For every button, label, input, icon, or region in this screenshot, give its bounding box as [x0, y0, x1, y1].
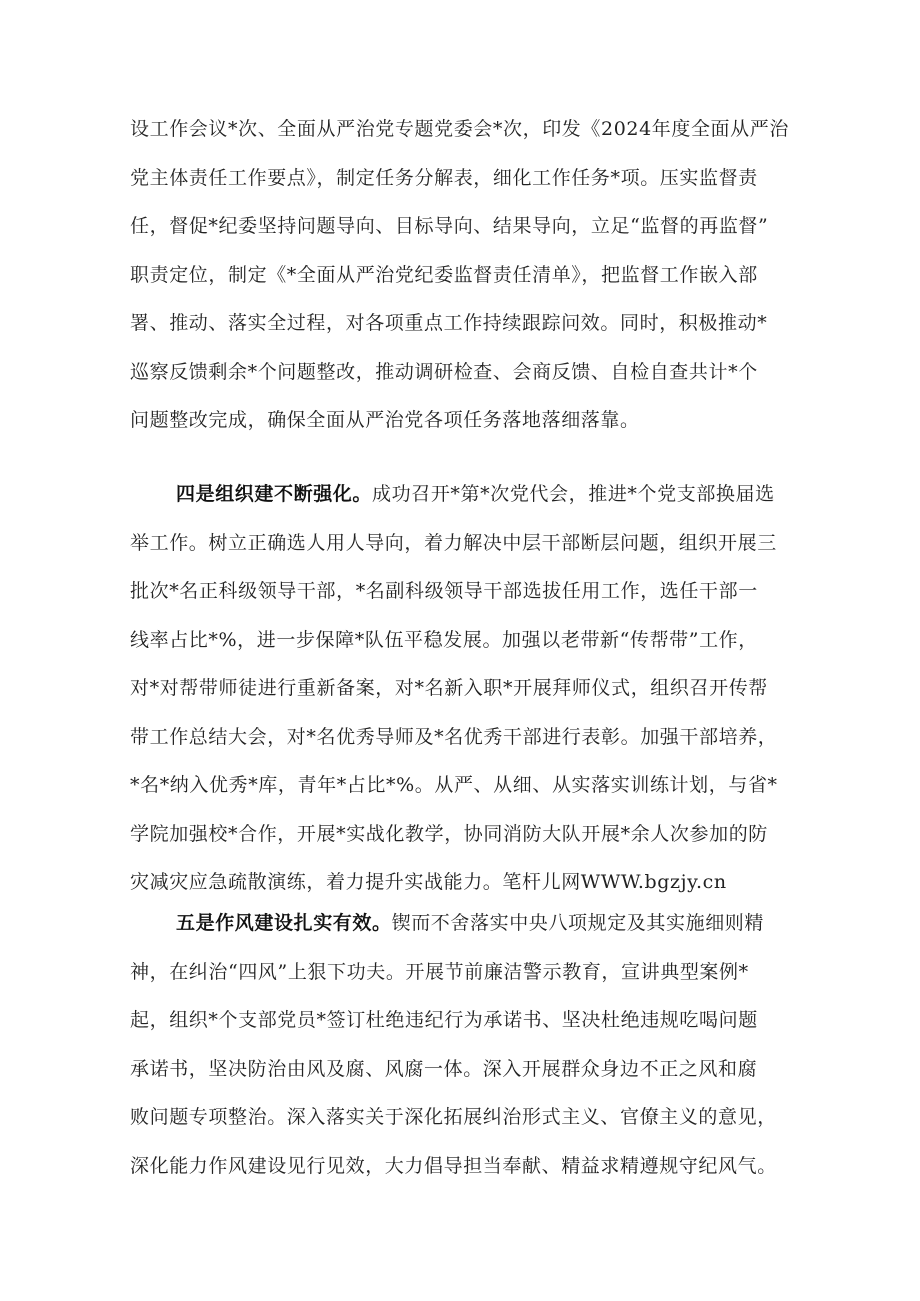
paragraph-line: 灾减灾应急疏散演练，着力提升实战能力。笔杆儿网WWW.bgzjy.cn — [130, 871, 727, 893]
paragraph-line: 深化能力作风建设见行见效，大力倡导担当奉献、精益求精遵规守纪风气。 — [130, 1154, 777, 1177]
paragraph-line: 党主体责任工作要点》，制定任务分解表，细化工作任务*项。压实监督责 — [130, 166, 758, 189]
paragraph-line: *名*纳入优秀*库，青年*占比*%。从严、从细、从实落实训练计划，与省* — [130, 774, 778, 796]
paragraph-line: 问题整改完成，确保全面从严治党各项任务落地落细落靠。 — [130, 409, 640, 431]
paragraph-line: 起，组织*个支部党员*签订杜绝违纪行为承诺书、坚决杜绝违规吃喝问题 — [130, 1009, 758, 1031]
paragraph-heading: 五是作风建设扎实有效。 — [176, 912, 392, 934]
paragraph-heading: 四是组织建不断强化。 — [176, 483, 373, 505]
paragraph-line: 线率占比*%，进一步保障*队伍平稳发展。加强以老带新“传帮带”工作， — [130, 628, 758, 651]
paragraph-work-style — [130, 899, 802, 1190]
paragraph-line: 巡察反馈剩余*个问题整改，推动调研检查、会商反馈、自检自查共计*个 — [130, 360, 758, 383]
paragraph-line: 举工作。树立正确选人用人导向，着力解决中层干部断层问题，组织开展三 — [130, 531, 777, 554]
paragraph-party-responsibility — [130, 105, 802, 445]
paragraph-line: 败问题专项整治。深入落实关于深化拓展纠治形式主义、官僚主义的意见， — [130, 1106, 777, 1128]
paragraph-line: 署、推动、落实全过程，对各项重点工作持续跟踪问效。同时，积极推动* — [130, 312, 768, 334]
paragraph-first-line — [130, 899, 802, 948]
paragraph-line: 设工作会议*次、全面从严治党专题党委会*次，印发《2024年度全面从严治 — [130, 118, 789, 140]
paragraph-line-text: 成功召开*第*次党代会，推进*个党支部换届选 — [372, 483, 775, 505]
paragraph-line: 任，督促*纪委坚持问题导向、目标导向、结果导向，立足“监督的再监督” — [130, 215, 769, 237]
paragraph-line: 职责定位，制定《*全面从严治党纪委监督责任清单》，把监督工作嵌入部 — [130, 263, 758, 286]
paragraph-first-line — [130, 470, 802, 519]
paragraph-line: 对*对帮带师徒进行重新备案，对*名新入职*开展拜师仪式，组织召开传帮 — [130, 677, 768, 699]
paragraph-line: 带工作总结大会，对*名优秀导师及*名优秀干部进行表彰。加强干部培养， — [130, 725, 778, 748]
paragraph-line: 神，在纠治“四风”上狠下功夫。开展节前廉洁警示教育，宣讲典型案例* — [130, 960, 749, 983]
paragraph-line: 学院加强校*合作，开展*实战化教学，协同消防大队开展*余人次参加的防 — [130, 822, 768, 845]
paragraph-line: 批次*名正科级领导干部，*名副科级领导干部选拔任用工作，选任干部一 — [130, 580, 758, 602]
paragraph-line: 承诺书，坚决防治由风及腐、风腐一体。深入开展群众身边不正之风和腐 — [130, 1057, 758, 1080]
paragraph-organization-building — [130, 470, 802, 907]
paragraph-line-text: 锲而不舍落实中央八项规定及其实施细则精 — [391, 912, 765, 934]
